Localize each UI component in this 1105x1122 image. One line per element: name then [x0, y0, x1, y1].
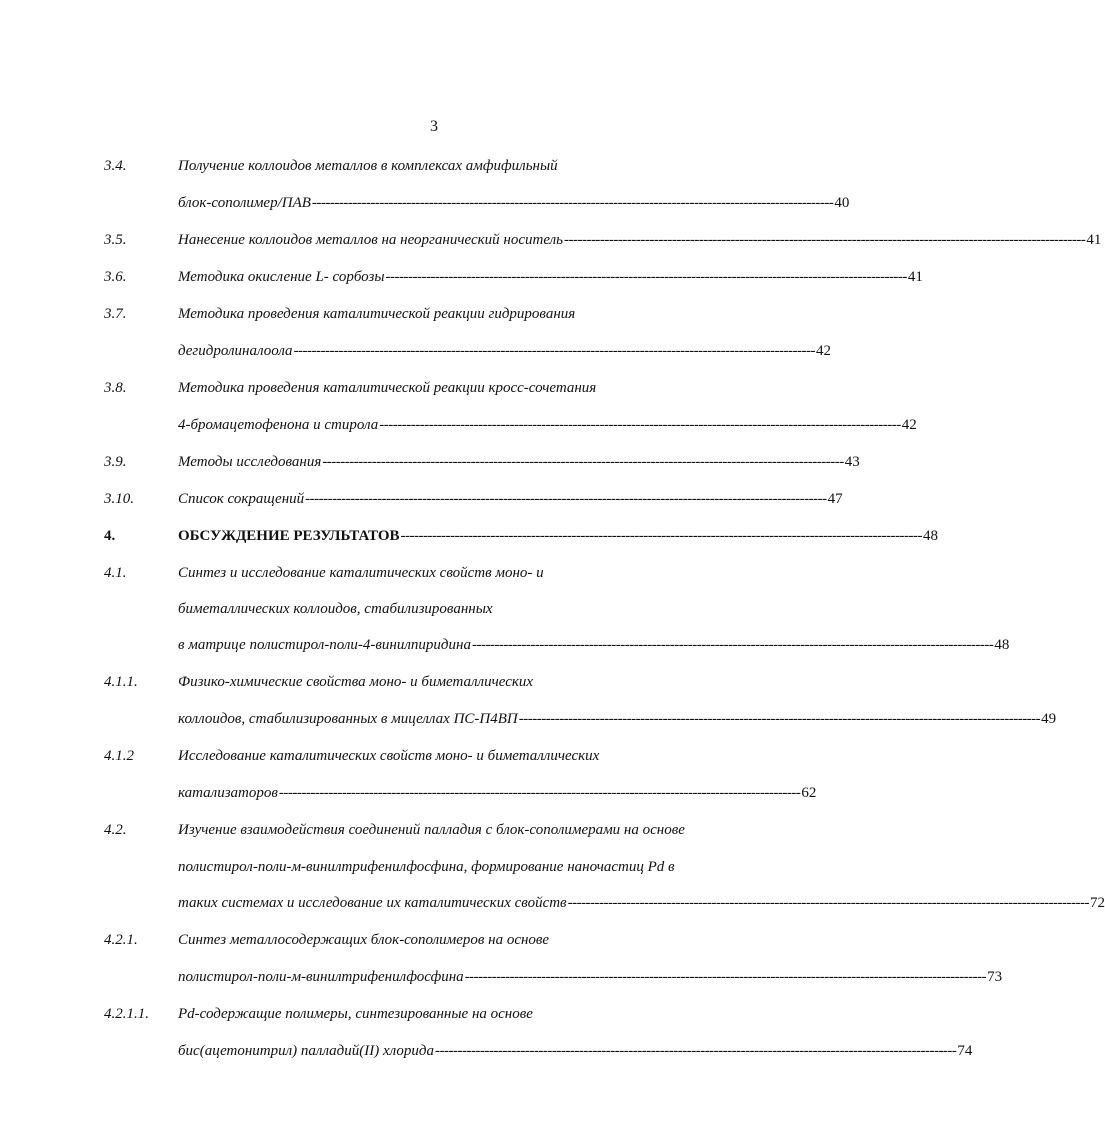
- toc-entry-number: 4.2.1.1.: [104, 1006, 149, 1022]
- toc-entry-line: [178, 527, 938, 545]
- toc-entry-page: 48: [922, 528, 938, 544]
- toc-entry-text: Нанесение коллоидов металлов на неорганический носитель: [178, 232, 563, 248]
- toc-entry-page: 41: [907, 269, 923, 285]
- dot-leader: --------------------------------------------------------------------------------------------------------------------: [379, 417, 901, 433]
- toc-entry-page: 74: [957, 1043, 973, 1059]
- toc-entry-number: 3.8.: [104, 380, 127, 396]
- toc-entry-number: 3.9.: [104, 454, 127, 470]
- toc-entry-page: 72: [1090, 895, 1105, 911]
- dot-leader: --------------------------------------------------------------------------------------------------------------------: [567, 895, 1090, 911]
- toc-entry-text: катализаторов: [178, 785, 278, 801]
- toc-entry-page: 42: [816, 343, 831, 359]
- toc-entry-number: 4.2.: [104, 822, 127, 838]
- toc-entry-number: 4.: [104, 528, 116, 544]
- toc-entry-line: [178, 490, 843, 508]
- dot-leader: --------------------------------------------------------------------------------------------------------------------: [471, 637, 994, 653]
- toc-entry-page: 43: [844, 454, 860, 470]
- toc-entry-text: Изучение взаимодействия соединений палладия с блок-сополимерами на основе: [178, 822, 685, 838]
- toc-entry-number: 4.1.1.: [104, 674, 138, 690]
- toc-entry-text: бис(ацетонитрил) палладий(II) хлорида: [178, 1043, 434, 1059]
- toc-entry-text: блок-сополимер/ПАВ: [178, 195, 311, 211]
- toc-entry-number: 3.7.: [104, 306, 127, 322]
- toc-entry-line: [178, 1042, 973, 1060]
- toc-entry-text: Исследование каталитических свойств моно- и биметаллических: [178, 748, 600, 764]
- dot-leader: --------------------------------------------------------------------------------------------------------------------: [278, 785, 801, 801]
- dot-leader: --------------------------------------------------------------------------------------------------------------------: [311, 195, 834, 211]
- toc-entry-line: [178, 894, 1105, 912]
- toc-entry-page: 42: [901, 417, 917, 433]
- toc-entry-text: Методика проведения каталитической реакции кросс-сочетания: [178, 380, 597, 396]
- toc-entry-text: Синтез и исследование каталитических свойств моно- и: [178, 565, 544, 581]
- toc-entry-line: [178, 342, 831, 360]
- toc-entry-line: [178, 968, 1003, 986]
- toc-entry-page: 73: [987, 969, 1003, 985]
- toc-entry-page: 48: [994, 637, 1010, 653]
- toc-entry-page: 40: [834, 195, 850, 211]
- toc-entry-number: 4.2.1.: [104, 932, 138, 948]
- toc-entry-line: [178, 194, 850, 212]
- toc-entry-line: [178, 784, 817, 802]
- toc-entry-page: 62: [801, 785, 817, 801]
- page-number: 3: [430, 118, 438, 135]
- toc-entry-text: ОБСУЖДЕНИЕ РЕЗУЛЬТАТОВ: [178, 528, 400, 544]
- toc-entry-text: полистирол-поли-м-винилтрифенилфосфина: [178, 969, 464, 985]
- toc-entry-page: 41: [1086, 232, 1102, 248]
- toc-entry-text: Физико-химические свойства моно- и биметаллических: [178, 674, 534, 690]
- toc-entry-line: [178, 231, 1102, 249]
- toc-entry-text: Pd-содержащие полимеры, синтезированные на основе: [178, 1006, 533, 1022]
- toc-entry-line: [178, 636, 1010, 654]
- toc-entry-page: 49: [1041, 711, 1057, 727]
- toc-entry-text: Список сокращений: [178, 491, 305, 507]
- toc-entry-text: биметаллических коллоидов, стабилизированных: [178, 601, 493, 617]
- toc-entry-text: Методика проведения каталитической реакции гидрирования: [178, 306, 576, 322]
- toc-entry-text: Методы исследования: [178, 454, 322, 470]
- toc-entry-text: в матрице полистирол-поли-4-винилпиридина: [178, 637, 471, 653]
- toc-entry-number: 4.1.: [104, 565, 127, 581]
- toc-entry-text: Синтез металлосодержащих блок-сополимеров на основе: [178, 932, 550, 948]
- toc-entry-page: 47: [827, 491, 843, 507]
- toc-entry-line: [178, 453, 860, 471]
- dot-leader: --------------------------------------------------------------------------------------------------------------------: [464, 969, 987, 985]
- toc-entry-number: 4.1.2: [104, 748, 134, 764]
- toc-entry-number: 3.10.: [104, 491, 134, 507]
- toc-entry-number: 3.6.: [104, 269, 127, 285]
- toc-entry-text: полистирол-поли-м-винилтрифенилфосфина, формирование наночастиц Pd в: [178, 859, 675, 875]
- dot-leader: --------------------------------------------------------------------------------------------------------------------: [305, 491, 827, 507]
- toc-entry-line: [178, 416, 917, 434]
- toc-entry-text: 4-бромацетофенона и стирола: [178, 417, 379, 433]
- dot-leader: --------------------------------------------------------------------------------------------------------------------: [322, 454, 844, 470]
- toc-entry-text: коллоидов, стабилизированных в мицеллах ПС-П4ВП: [178, 711, 518, 727]
- toc-entry-number: 3.4.: [104, 158, 127, 174]
- dot-leader: --------------------------------------------------------------------------------------------------------------------: [563, 232, 1086, 248]
- toc-entry-text: Методика окисление L- сорбозы: [178, 269, 385, 285]
- dot-leader: --------------------------------------------------------------------------------------------------------------------: [518, 711, 1041, 727]
- toc-entry-text: таких системах и исследование их каталитических свойств: [178, 895, 567, 911]
- toc-entry-text: Получение коллоидов металлов в комплексах амфифильный: [178, 158, 558, 174]
- toc-entry-line: [178, 710, 1057, 728]
- toc-entry-number: 3.5.: [104, 232, 127, 248]
- dot-leader: --------------------------------------------------------------------------------------------------------------------: [293, 343, 815, 359]
- dot-leader: --------------------------------------------------------------------------------------------------------------------: [400, 528, 922, 544]
- dot-leader: --------------------------------------------------------------------------------------------------------------------: [385, 269, 907, 285]
- toc-entry-text: дегидролиналоола: [178, 343, 293, 359]
- dot-leader: --------------------------------------------------------------------------------------------------------------------: [434, 1043, 957, 1059]
- toc-entry-line: [178, 268, 923, 286]
